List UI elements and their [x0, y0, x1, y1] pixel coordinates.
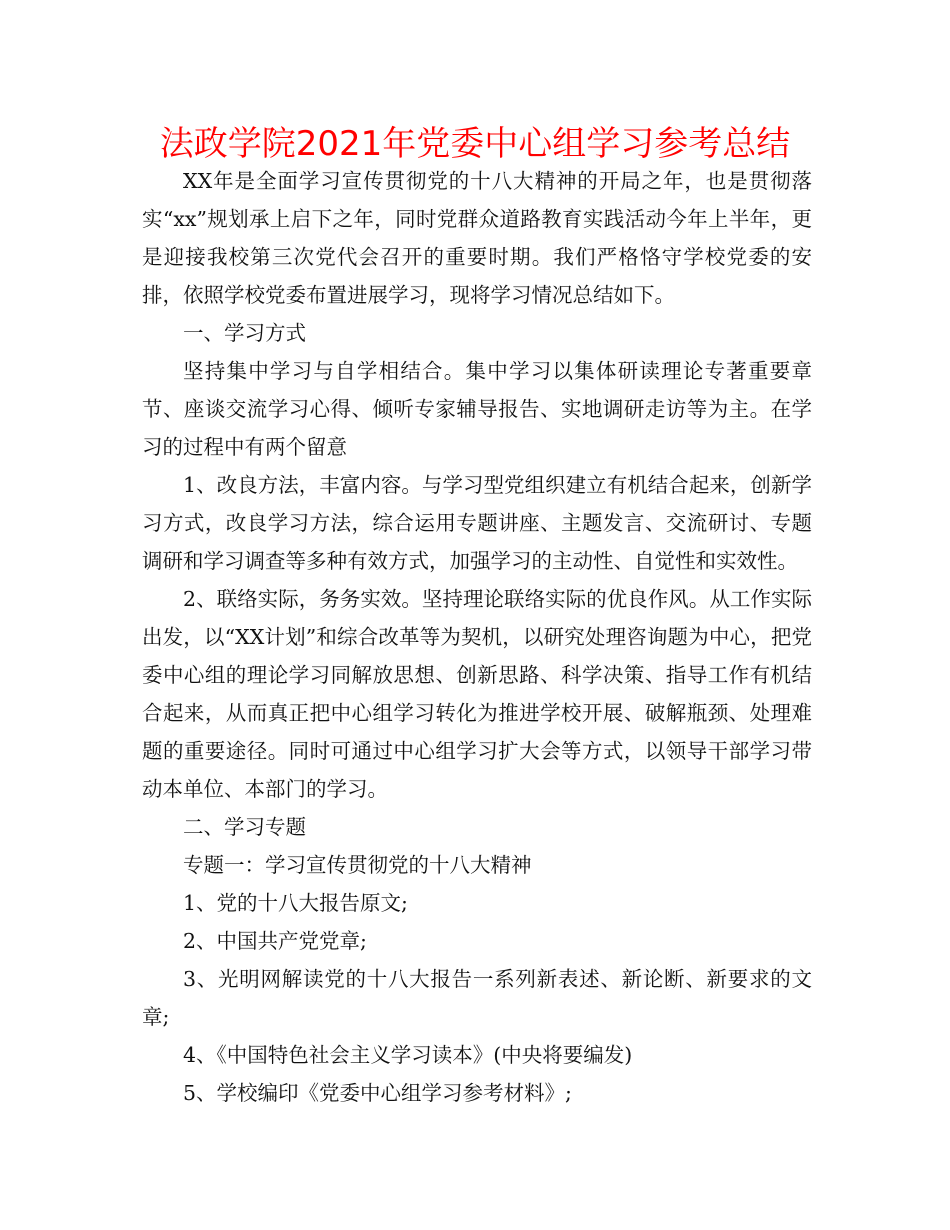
paragraph-point-2: 2、联络实际，务务实效。坚持理论联络实际的优良作风。从工作实际出发，以“XX计划”和综合改革等为契机，以研究处理咨询题为中心，把党委中心组的理论学习同解放思想、创新思路、科学决策、指导工作有机结合起来，从而真正把中心组学习转化为推进学校开展、破解瓶颈、处理难题的重要途径。同时可通过中心组学习扩大会等方式，以领导干部学习带动本单位、本部门的学习。 — [142, 587, 812, 801]
list-item: 1、党的十八大报告原文; — [183, 891, 408, 915]
list-item: 4、《中国特色社会主义学习读本》(中央将要编发) — [183, 1043, 633, 1067]
section-heading-study-topics: 二、学习专题 — [183, 815, 306, 839]
paragraph-study-method: 坚持集中学习与自学相结合。集中学习以集体研读理论专著重要章节、座谈交流学习心得、倾听专家辅导报告、实地调研走访等为主。在学习的过程中有两个留意 — [142, 359, 812, 459]
list-item: 2、中国共产党党章; — [183, 929, 367, 953]
document-body — [142, 162, 812, 1112]
topic-heading-1: 专题一：学习宣传贯彻党的十八大精神 — [183, 853, 532, 877]
document-title: 法政学院2021年党委中心组学习参考总结 — [159, 124, 791, 164]
section-heading-study-method: 一、学习方式 — [183, 321, 306, 345]
paragraph-point-1: 1、改良方法，丰富内容。与学习型党组织建立有机结合起来，创新学习方式，改良学习方法，综合运用专题讲座、主题发言、交流研讨、专题调研和学习调查等多种有效方式，加强学习的主动性、自觉性和实效性。 — [142, 473, 812, 573]
paragraph-intro: XX年是全面学习宣传贯彻党的十八大精神的开局之年，也是贯彻落实“xx”规划承上启下之年，同时党群众道路教育实践活动今年上半年，更是迎接我校第三次党代会召开的重要时期。我们严格恪守学校党委的安排，依照学校党委布置进展学习，现将学习情况总结如下。 — [142, 169, 812, 307]
list-item: 5、学校编印《党委中心组学习参考材料》; — [183, 1081, 572, 1105]
list-item: 3、光明网解读党的十八大报告一系列新表述、新论断、新要求的文章; — [142, 967, 812, 1029]
